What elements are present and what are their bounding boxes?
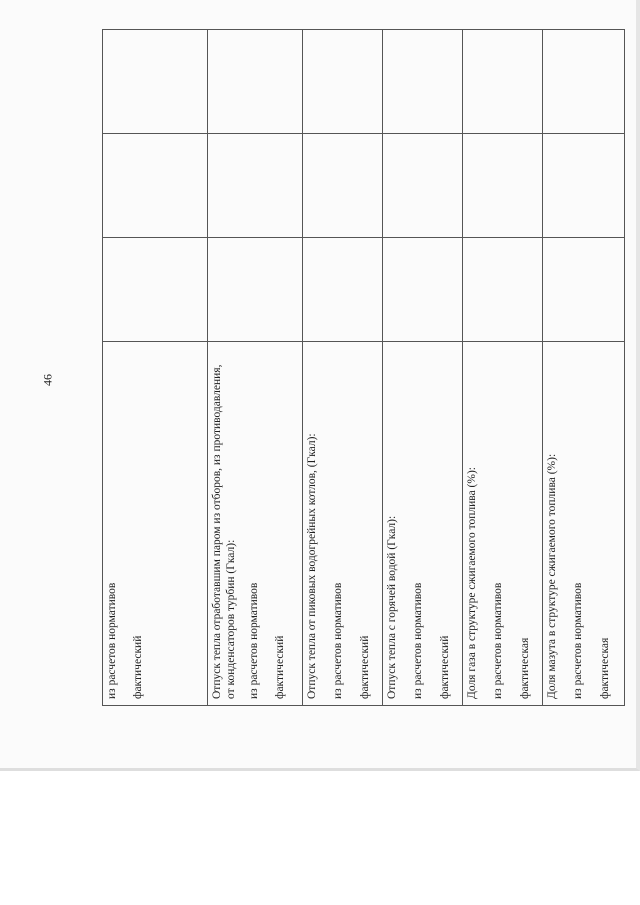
value-cell <box>208 134 303 238</box>
row-line: фактический <box>132 635 145 699</box>
table-row <box>543 30 625 706</box>
row-line: из расчетов нормативов <box>332 582 345 699</box>
row-line: Отпуск тепла от пиковых водогрейных котлов, (Гкал): <box>306 433 318 699</box>
row-line: Доля газа в структуре сжигаемого топлива (%): <box>466 467 478 699</box>
value-cell <box>463 30 543 134</box>
data-table <box>102 29 625 706</box>
value-cell <box>103 238 208 342</box>
table-row <box>103 30 208 706</box>
row-label-cell <box>543 342 625 706</box>
row-line: из расчетов нормативов <box>412 582 425 699</box>
table-row <box>463 30 543 706</box>
row-line: Отпуск тепла с горячей водой (Гкал): <box>386 515 398 699</box>
value-cell <box>383 134 463 238</box>
row-line: фактический <box>358 635 371 699</box>
page-number: 46 <box>40 374 55 386</box>
table-row <box>208 30 303 706</box>
value-cell <box>383 30 463 134</box>
table-row <box>383 30 463 706</box>
value-cell <box>543 30 625 134</box>
row-line: из расчетов нормативов <box>106 582 118 699</box>
value-cell <box>543 238 625 342</box>
row-line: фактическая <box>518 637 531 699</box>
row-line: фактический <box>274 635 287 699</box>
value-cell <box>383 238 463 342</box>
row-label-cell <box>303 342 383 706</box>
row-line: фактическая <box>598 637 611 699</box>
value-cell <box>103 134 208 238</box>
row-line: из расчетов нормативов <box>492 582 505 699</box>
row-line: фактический <box>438 635 451 699</box>
value-cell <box>543 134 625 238</box>
rotated-table <box>102 46 611 706</box>
value-cell <box>208 238 303 342</box>
row-line: Доля мазута в структуре сжигаемого топлива (%): <box>546 453 558 699</box>
row-label-cell <box>383 342 463 706</box>
row-line: из расчетов нормативов <box>572 582 585 699</box>
table-row <box>303 30 383 706</box>
value-cell <box>463 238 543 342</box>
table-container <box>102 46 611 706</box>
row-line: из расчетов нормативов <box>247 582 260 699</box>
value-cell <box>303 30 383 134</box>
row-line: Отпуск тепла отработавшим паром из отборов, из противодавления, <box>211 364 223 699</box>
row-line: от конденсаторов турбин (Гкал): <box>225 539 238 699</box>
value-cell <box>103 30 208 134</box>
row-label-cell <box>208 342 303 706</box>
row-label-cell <box>103 342 208 706</box>
value-cell <box>303 238 383 342</box>
row-label-cell <box>463 342 543 706</box>
value-cell <box>463 134 543 238</box>
value-cell <box>303 134 383 238</box>
value-cell <box>208 30 303 134</box>
